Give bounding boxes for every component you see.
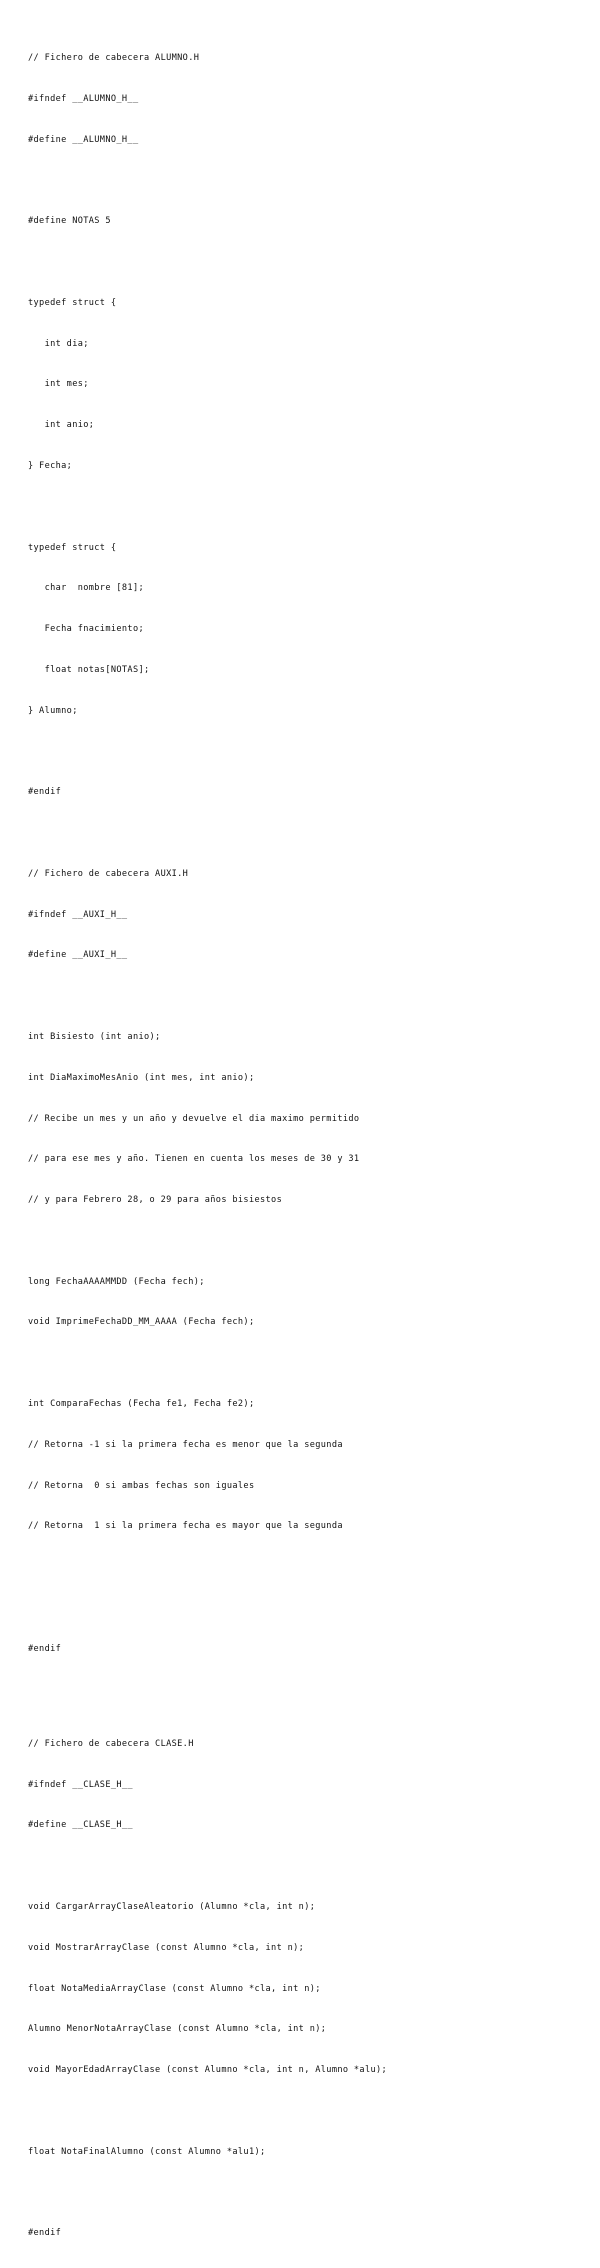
code-line: float NotaFinalAlumno (const Alumno *alu1); [28, 2146, 266, 2157]
code-line: int ComparaFechas (Fecha fe1, Fecha fe2); [28, 1398, 255, 1409]
code-line [28, 175, 588, 189]
code-line: } Fecha; [28, 461, 73, 471]
code-line: typedef struct { [28, 297, 117, 308]
code-line: int DiaMaximoMesAnio (int mes, int anio); [28, 1072, 255, 1083]
section-gap [28, 1683, 588, 1697]
section-gap [28, 1697, 588, 1711]
code-line: #define __CLASE_H__ [28, 1820, 133, 1831]
code-line [28, 501, 588, 515]
code-line: int mes; [28, 379, 89, 390]
code-line: void MostrarArrayClase (const Alumno *cla, int n); [28, 1942, 305, 1953]
code-line [28, 256, 588, 270]
code-line: // y para Febrero 28, o 29 para años bisiestos [28, 1195, 283, 1206]
code-line: float notas[NOTAS]; [28, 664, 150, 675]
code-line: int anio; [28, 420, 95, 431]
code-line: int dia; [28, 338, 89, 349]
code-line [28, 1561, 588, 1575]
code-line: Alumno MenorNotaArrayClase (const Alumno *cla, int n); [28, 2024, 327, 2035]
code-line: char nombre [81]; [28, 583, 145, 594]
code-line: // Retorna 0 si ambas fechas son iguales [28, 1480, 255, 1491]
clase-header-code [28, 1711, 588, 2268]
code-line [28, 1357, 588, 1371]
alumno-header-code [28, 25, 588, 827]
code-line: #define __ALUMNO_H__ [28, 134, 139, 145]
code-line: void MayorEdadArrayClase (const Alumno *cla, int n, Alumno *alu); [28, 2065, 388, 2076]
code-line: #ifndef __CLASE_H__ [28, 1779, 133, 1790]
code-line: #endif [28, 787, 62, 798]
code-line: #endif [28, 1643, 62, 1654]
code-line: #ifndef __AUXI_H__ [28, 909, 128, 920]
code-line: float NotaMediaArrayClase (const Alumno *cla, int n); [28, 1983, 321, 1994]
code-line: void ImprimeFechaDD_MM_AAAA (Fecha fech); [28, 1317, 255, 1328]
code-line [28, 1860, 588, 1874]
section-gap [28, 827, 588, 841]
code-line: #define NOTAS 5 [28, 216, 111, 227]
code-line: typedef struct { [28, 542, 117, 553]
code-line: // Recibe un mes y un año y devuelve el dia maximo permitido [28, 1113, 360, 1124]
auxi-header-code [28, 841, 588, 1684]
code-line [28, 2105, 588, 2119]
code-line: #endif [28, 2228, 62, 2239]
code-line [28, 1602, 588, 1616]
code-line: // Fichero de cabecera CLASE.H [28, 1738, 194, 1749]
code-line: // Retorna -1 si la primera fecha es menor que la segunda [28, 1439, 343, 1450]
document-page [28, 25, 588, 2268]
code-line [28, 1235, 588, 1249]
code-line [28, 990, 588, 1004]
code-line [28, 745, 588, 759]
code-line: #define __AUXI_H__ [28, 950, 128, 961]
code-line: // Fichero de cabecera ALUMNO.H [28, 53, 200, 64]
code-line: long FechaAAAAMMDD (Fecha fech); [28, 1276, 205, 1287]
code-line: } Alumno; [28, 705, 78, 716]
code-line: // Retorna 1 si la primera fecha es mayor que la segunda [28, 1521, 343, 1532]
code-line: Fecha fnacimiento; [28, 624, 145, 635]
code-line: void CargarArrayClaseAleatorio (Alumno *cla, int n); [28, 1901, 316, 1912]
code-line [28, 2186, 588, 2200]
code-line: int Bisiesto (int anio); [28, 1031, 161, 1042]
code-line: #ifndef __ALUMNO_H__ [28, 93, 139, 104]
code-line: // para ese mes y año. Tienen en cuenta los meses de 30 y 31 [28, 1154, 360, 1165]
code-line: // Fichero de cabecera AUXI.H [28, 868, 189, 879]
